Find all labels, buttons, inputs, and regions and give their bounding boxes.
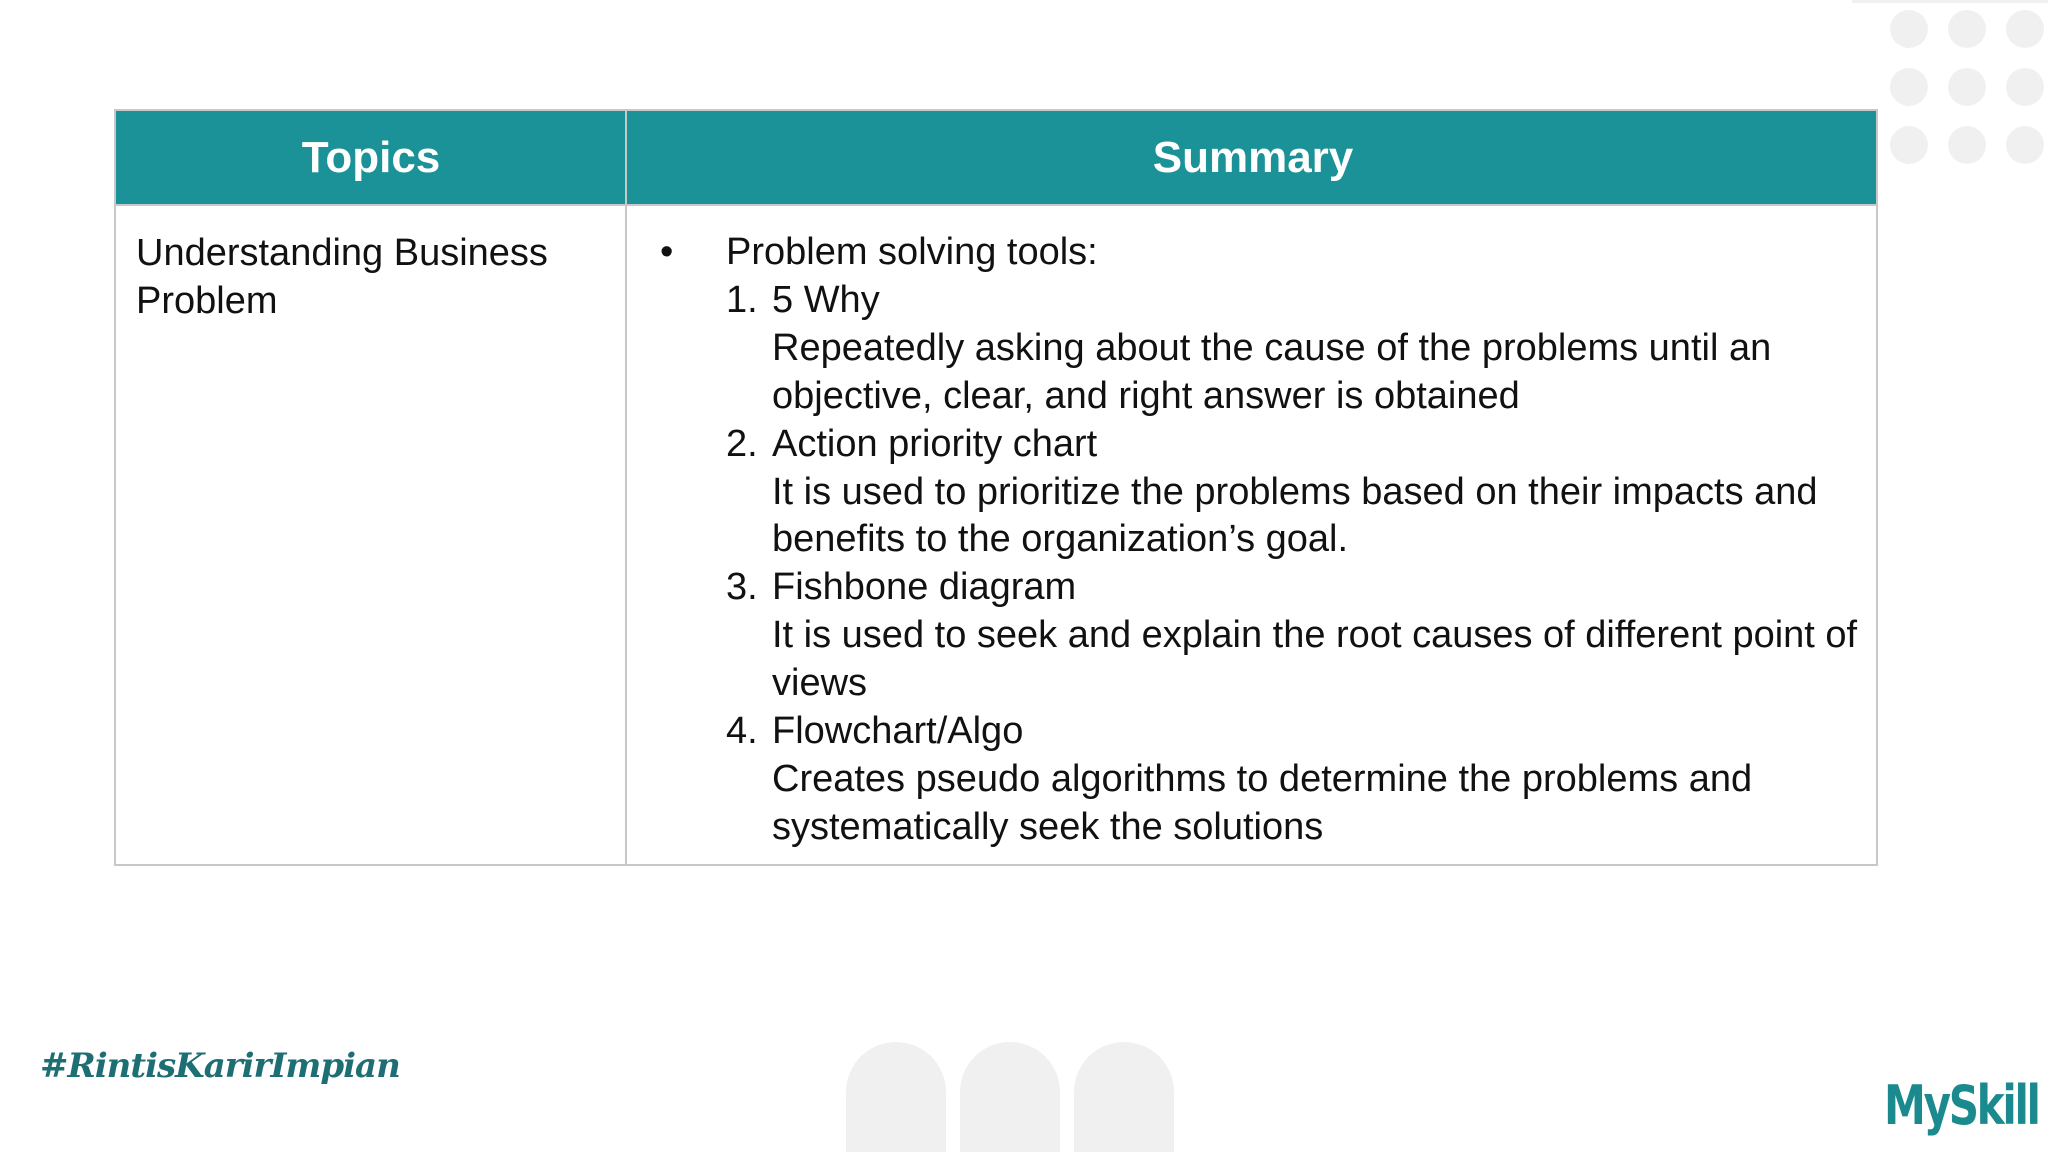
dot-icon — [1890, 68, 1928, 106]
list-item — [646, 421, 1866, 565]
item-description: It is used to seek and explain the root causes of different point of views — [772, 614, 1858, 704]
decorative-arches — [846, 1042, 1176, 1152]
decorative-dots — [1890, 10, 2048, 180]
list-item — [646, 277, 1866, 421]
header-topics: Topics — [301, 132, 441, 182]
dot-icon — [1948, 10, 1986, 48]
dot-icon — [2006, 126, 2044, 164]
footer-hashtag: #RintisKarirImpian — [40, 1046, 400, 1086]
dot-icon — [2006, 68, 2044, 106]
top-decor-line — [1852, 0, 2048, 3]
item-number: 4. — [726, 709, 758, 752]
dot-icon — [1948, 126, 1986, 164]
arch-icon — [1074, 1042, 1174, 1152]
header-summary: Summary — [1152, 132, 1354, 182]
dot-icon — [1948, 68, 1986, 106]
item-title-line — [646, 421, 1866, 469]
item-title: Fishbone diagram — [772, 566, 1077, 609]
summary-cell — [646, 229, 1866, 851]
list-item — [646, 564, 1866, 708]
item-title-line — [646, 564, 1866, 612]
arch-icon — [846, 1042, 946, 1152]
bullet-line — [646, 229, 1866, 277]
item-description: It is used to prioritize the problems based on their impacts and benefits to the organization’s goal. — [772, 470, 1818, 561]
item-number: 3. — [726, 566, 758, 609]
list-item — [646, 708, 1866, 852]
item-description: Creates pseudo algorithms to determine the problems and systematically seek the solutions — [772, 757, 1753, 848]
item-number: 1. — [726, 279, 758, 321]
bullet-intro: Problem solving tools: — [726, 231, 1098, 273]
dot-icon — [1890, 126, 1928, 164]
dot-icon — [2006, 10, 2044, 48]
item-title: 5 Why — [772, 279, 880, 321]
dot-icon — [1890, 10, 1928, 48]
table-header-row — [116, 111, 1876, 206]
brand-logo: MySkill — [1884, 1074, 2039, 1137]
summary-table — [114, 109, 1878, 866]
bullet-icon: • — [660, 231, 674, 273]
item-title-line — [646, 708, 1866, 756]
column-divider — [625, 111, 627, 864]
item-title: Action priority chart — [772, 422, 1098, 465]
item-title: Flowchart/Algo — [772, 709, 1024, 752]
item-description: Repeatedly asking about the cause of the problems until an objective, clear, and right answer is obtained — [772, 327, 1772, 417]
topic-cell: Understanding Business Problem — [136, 232, 548, 322]
item-title-line — [646, 277, 1866, 325]
item-number: 2. — [726, 422, 758, 465]
arch-icon — [960, 1042, 1060, 1152]
